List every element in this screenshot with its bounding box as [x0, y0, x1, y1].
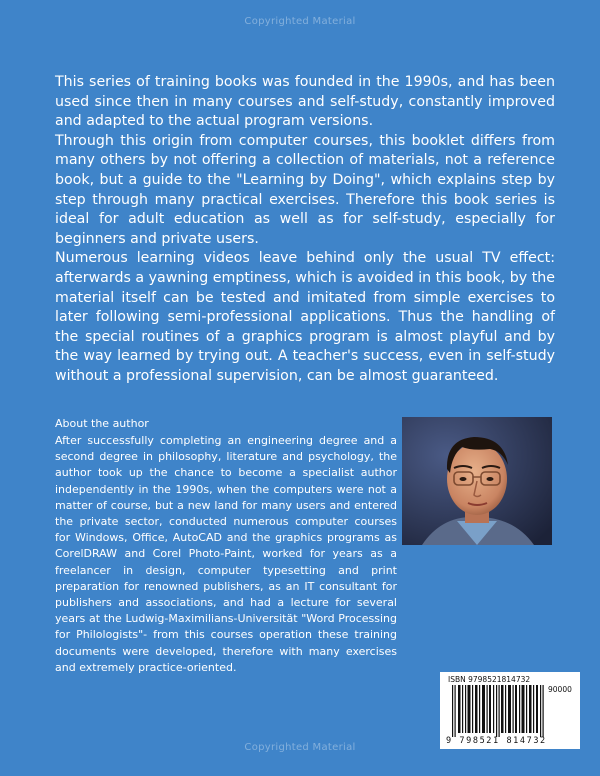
- author-bio: After successfully completing an engineering degree and a second degree in philosophy, literature and psychology, the author took up the chance to become a specialist author independently in the 1990s, when the computers were not a matter of course, but a new land for many users and entered the private sector, conducted numerous computer courses for Windows, Office, AutoCAD and the graphics programs as CorelDRAW and Corel Photo-Paint, worked for years as a freelancer in design, computer typesetting and print preparation for renowned publishers, as an IT consultant for publishers and associations, and had a lecture for several years at the Ludwig-Maximilians-Universität "Word Processing for Philologists"- from this courses operation these training documents were developed, therefore with many exercises and extremely practice-oriented.: [55, 434, 397, 674]
- author-portrait-image: [402, 417, 552, 545]
- copyright-watermark-top: Copyrighted Material: [244, 16, 356, 27]
- barcode-bars: [450, 685, 546, 737]
- blurb-paragraph-1: This series of training books was founded in the 1990s, and has been used since then in many courses and self-study, constantly improved and adapted to the actual program versions.: [55, 74, 555, 130]
- isbn-barcode: [440, 672, 580, 749]
- blurb-paragraph-3: Numerous learning videos leave behind only the usual TV effect: afterwards a yawning emptiness, which is avoided in this book, by the material itself can be tested and imitated from simple exercises to later following semi-professional applications. Thus the handling of the special routines of a graphics program is almost playful and by the way learned by trying out. A teacher's success, even in self-study without a professional supervision, can be almost guaranteed.: [55, 250, 555, 384]
- about-author-heading: About the author: [55, 417, 149, 430]
- back-cover-blurb: [55, 73, 555, 387]
- copyright-watermark-bottom: Copyrighted Material: [244, 742, 356, 753]
- blurb-paragraph-2: Through this origin from computer courses, this booklet differs from many others by not offering a collection of materials, not a reference book, but a guide to the "Learning by Doing", which explains step by step through many practical exercises. Therefore this book series is ideal for adult education as well as for self-study, especially for beginners and private users.: [55, 132, 555, 247]
- price-code: 90000: [548, 685, 572, 694]
- author-photo: [402, 417, 552, 545]
- isbn-digits: 9 798521 814732: [446, 736, 547, 746]
- isbn-label: ISBN 9798521814732: [448, 675, 531, 684]
